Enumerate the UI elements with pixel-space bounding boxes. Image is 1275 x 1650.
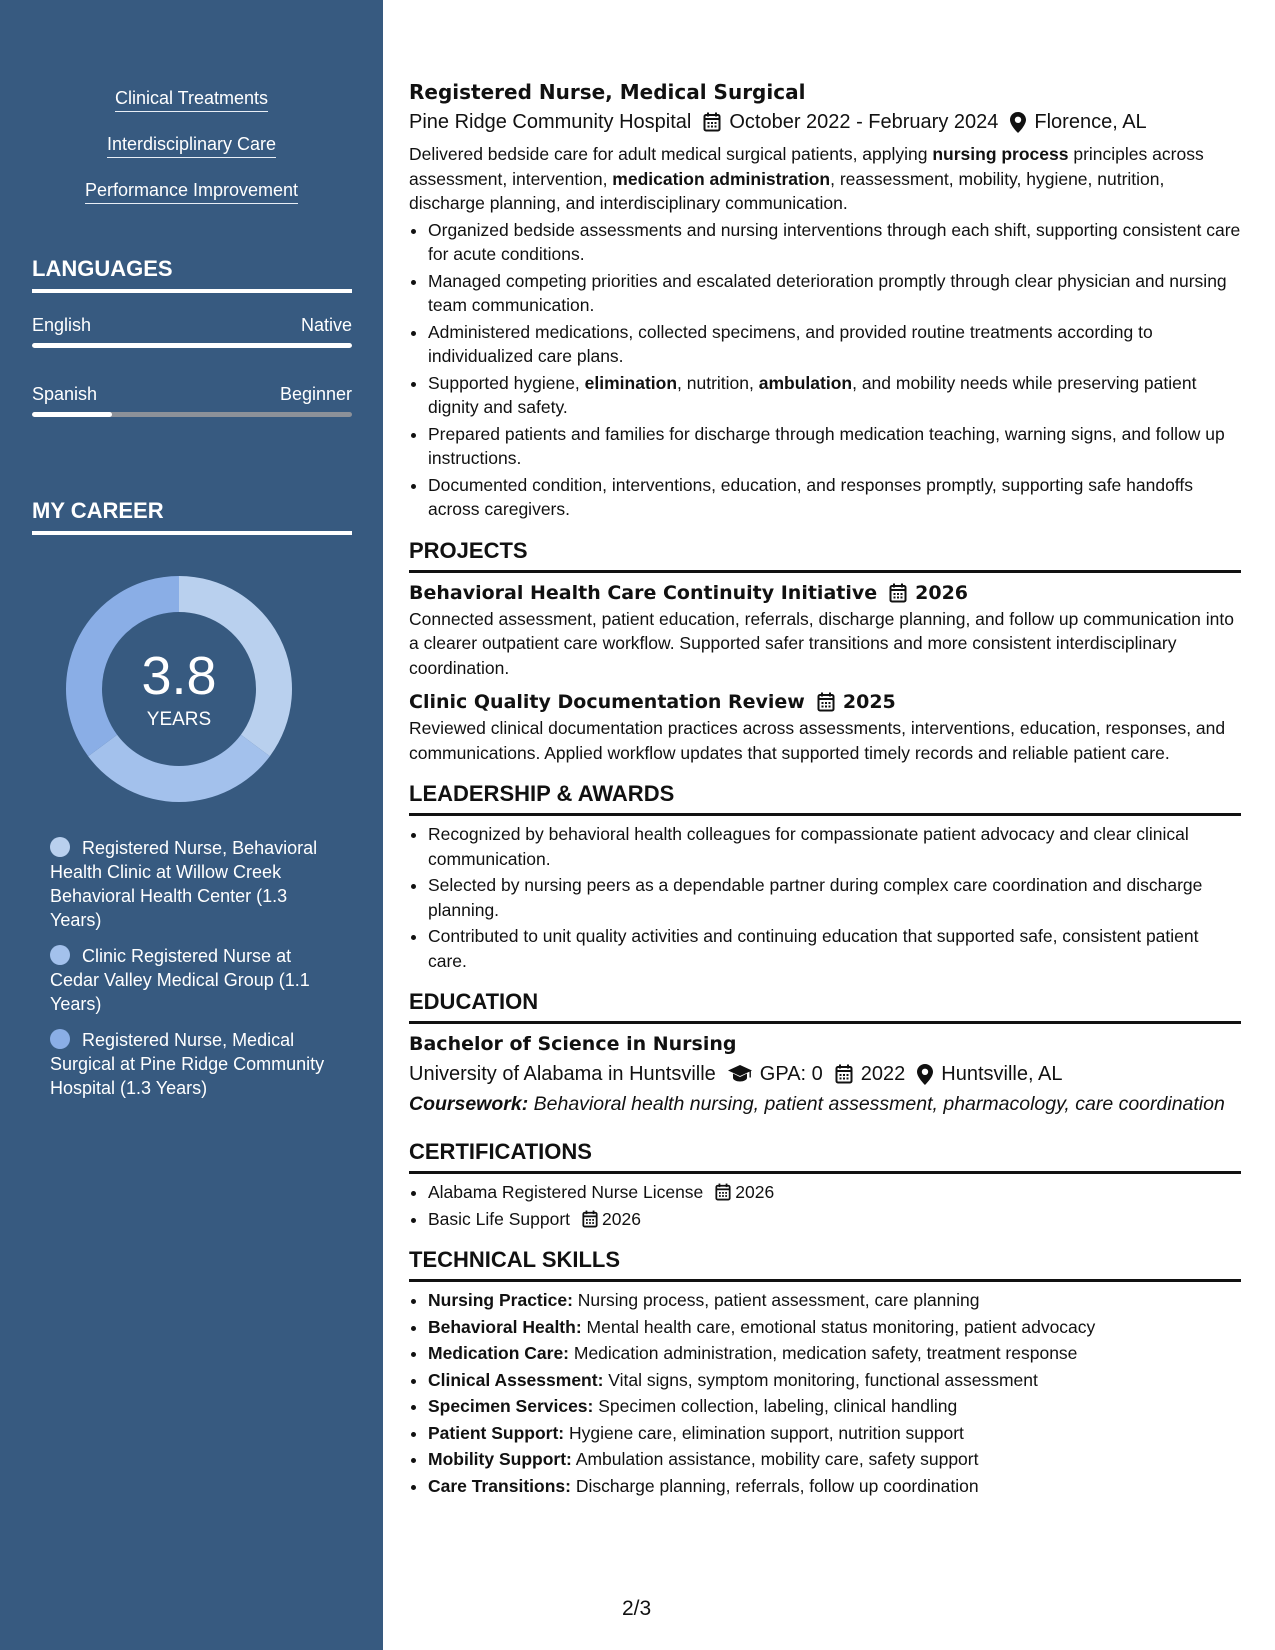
technical-skill-item <box>428 1288 1241 1313</box>
technical-skill-item <box>428 1368 1241 1393</box>
skill-value: Nursing process, patient assessment, care planning <box>577 1290 980 1310</box>
summary-keyword: medication administration <box>612 168 831 189</box>
career-donut-segment-2 <box>88 735 270 802</box>
skill-value: Discharge planning, referrals, follow up coordination <box>575 1475 979 1496</box>
bullet-text: , nutrition, <box>677 372 759 393</box>
language-bar-spanish <box>32 412 352 417</box>
project-item <box>409 579 1241 681</box>
project-year: 2026 <box>915 581 969 604</box>
skill-label: Clinical Assessment: <box>428 1369 604 1390</box>
skill-label: Patient Support: <box>428 1422 565 1443</box>
skill-value: Ambulation assistance, mobility care, safety support <box>575 1449 979 1469</box>
graduation-year: 2022 <box>860 1063 906 1085</box>
skill-link-clinical-treatments[interactable]: Clinical Treatments <box>115 86 268 112</box>
career-list <box>50 836 330 1112</box>
skill-link-interdisciplinary-care[interactable]: Interdisciplinary Care <box>107 132 276 158</box>
languages-heading: LANGUAGES <box>32 254 352 293</box>
calendar-icon <box>835 1064 853 1084</box>
calendar-icon <box>703 112 721 132</box>
career-heading: MY CAREER <box>32 496 352 535</box>
skill-label: Medication Care: <box>428 1343 569 1363</box>
skill-label: Specimen Services: <box>428 1396 594 1416</box>
language-row-english <box>32 313 352 337</box>
career-donut-chart <box>64 574 294 804</box>
language-name: English <box>32 315 92 335</box>
language-bar-english <box>32 343 352 348</box>
technical-skills-heading: TECHNICAL SKILLS <box>409 1245 1241 1282</box>
job-summary <box>409 142 1241 216</box>
summary-keyword: nursing process <box>932 144 1069 164</box>
summary-text: principles across assessment, intervention, <box>409 144 1204 189</box>
job-bullet: • Documented condition, interventions, education, and responses promptly, supporting safe handoffs across caregivers. <box>428 473 1241 522</box>
career-dot <box>50 945 70 965</box>
language-level: Native <box>300 315 352 335</box>
school-location: Huntsville, AL <box>941 1063 1063 1085</box>
career-total-unit: YEARS <box>146 709 212 730</box>
page-number: 2/3 <box>622 1597 652 1620</box>
project-title: Clinic Quality Documentation Review <box>409 691 805 713</box>
certification-name: • Alabama Registered Nurse License <box>428 1182 704 1202</box>
main-content <box>409 78 1241 1498</box>
career-item-label: Registered Nurse, Behavioral Health Clinic at Willow Creek Behavioral Health Center (1.3 Years) <box>50 838 318 930</box>
project-title: Behavioral Health Care Continuity Initiative <box>409 581 878 604</box>
leadership-bullets <box>428 822 1241 973</box>
bullet-keyword: ambulation <box>758 372 853 393</box>
job-bullet <box>428 371 1241 420</box>
career-item-label: Registered Nurse, Medical Surgical at Pine Ridge Community Hospital (1.3 Years) <box>50 1030 325 1098</box>
skill-label: Mobility Support: <box>428 1449 572 1469</box>
school-name: University of Alabama in Huntsville <box>409 1063 716 1085</box>
experience-entry <box>409 78 1241 522</box>
technical-skills-list <box>428 1288 1241 1498</box>
certification-line <box>428 1180 1241 1205</box>
job-dates: October 2022 - February 2024 <box>729 111 999 133</box>
project-item <box>409 688 1241 765</box>
summary-text: , reassessment, mobility, hygiene, nutrition, discharge planning, and interdisciplinary communication. <box>409 168 1165 213</box>
certification-year: 2026 <box>735 1182 775 1202</box>
project-title-row <box>409 688 1241 716</box>
career-item <box>50 1028 330 1100</box>
gpa: GPA: 0 <box>759 1063 823 1085</box>
calendar-icon <box>582 1210 598 1228</box>
employer: Pine Ridge Community Hospital <box>409 111 692 133</box>
job-bullet: • Managed competing priorities and escalated deterioration promptly through clear physician and nursing team communication. <box>428 269 1241 318</box>
coursework-label: Coursework: <box>409 1093 529 1115</box>
skill-value: Specimen collection, labeling, clinical handling <box>598 1396 958 1416</box>
calendar-icon <box>817 692 835 712</box>
job-title: Registered Nurse, Medical Surgical <box>409 80 806 104</box>
skill-value: Vital signs, symptom monitoring, functional assessment <box>608 1369 1038 1390</box>
job-location: Florence, AL <box>1034 111 1147 133</box>
job-meta <box>409 108 1241 136</box>
education-heading: EDUCATION <box>409 987 1241 1024</box>
career-dot <box>50 1029 70 1049</box>
calendar-icon <box>715 1183 731 1201</box>
project-year: 2025 <box>842 691 896 713</box>
bullet-text: , and mobility needs while preserving patient dignity and safety. <box>428 372 1197 417</box>
language-level: Beginner <box>279 384 352 404</box>
leadership-bullet: • Recognized by behavioral health colleagues for compassionate patient advocacy and clear clinical communication. <box>428 822 1241 871</box>
skill-links <box>0 86 383 224</box>
skill-label: Care Transitions: <box>428 1475 571 1496</box>
calendar-icon <box>889 583 907 603</box>
career-total-years: 3.8 <box>141 646 217 706</box>
skill-value: Mental health care, emotional status monitoring, patient advocacy <box>586 1316 1096 1337</box>
certification-name: • Basic Life Support <box>428 1208 571 1229</box>
project-title-row <box>409 579 1241 607</box>
language-bar-fill <box>32 343 352 348</box>
skill-value: Medication administration, medication safety, treatment response <box>573 1343 1078 1363</box>
degree: Bachelor of Science in Nursing <box>409 1033 737 1055</box>
job-bullets <box>428 218 1241 522</box>
technical-skill-item <box>428 1341 1241 1366</box>
certification-item <box>428 1207 1241 1232</box>
career-item <box>50 836 330 932</box>
leadership-heading: LEADERSHIP & AWARDS <box>409 779 1241 816</box>
graduation-cap-icon <box>728 1065 752 1083</box>
projects-heading: PROJECTS <box>409 536 1241 573</box>
certification-year: 2026 <box>602 1208 641 1229</box>
career-item-label: Clinic Registered Nurse at Cedar Valley Medical Group (1.1 Years) <box>50 946 310 1014</box>
project-description: Connected assessment, patient education, referrals, discharge planning, and follow up communication into a clearer outpatient care workflow. Supported safer transitions and more consistent interdisciplinary coordination. <box>409 608 1234 678</box>
skill-label: Behavioral Health: <box>428 1316 582 1337</box>
skill-link-performance-improvement[interactable]: Performance Improvement <box>85 178 298 204</box>
technical-skill-item <box>428 1447 1241 1472</box>
education-meta <box>409 1060 1241 1088</box>
project-description: Reviewed clinical documentation practices across assessments, interventions, education, responses, and communications. Applied workflow updates that supported timely records and reliable patient care. <box>409 718 1226 763</box>
language-bar-fill <box>32 412 112 417</box>
summary-text: Delivered bedside care for adult medical surgical patients, applying <box>409 144 933 164</box>
job-bullet: • Prepared patients and families for discharge through medication teaching, warning signs, and follow up instructions. <box>428 422 1241 471</box>
bullet-text: Supported hygiene, <box>428 372 585 393</box>
technical-skill-item <box>428 1394 1241 1419</box>
bullet-keyword: elimination <box>584 372 678 393</box>
technical-skill-item <box>428 1315 1241 1340</box>
job-bullet: • Administered medications, collected specimens, and provided routine treatments according to individualized care plans. <box>428 320 1241 369</box>
coursework-text: Behavioral health nursing, patient assessment, pharmacology, care coordination <box>533 1093 1225 1115</box>
career-dot <box>50 837 70 857</box>
language-name: Spanish <box>32 384 98 404</box>
technical-skill-item <box>428 1421 1241 1446</box>
leadership-bullet: • Selected by nursing peers as a dependable partner during complex care coordination and discharge planning. <box>428 873 1241 922</box>
coursework <box>409 1092 1241 1117</box>
language-row-spanish <box>32 382 352 406</box>
certifications-list <box>428 1180 1241 1231</box>
certifications-heading: CERTIFICATIONS <box>409 1137 1241 1174</box>
career-item <box>50 944 330 1016</box>
map-pin-icon <box>1010 112 1026 133</box>
skill-label: Nursing Practice: <box>428 1290 573 1310</box>
job-bullet: • Organized bedside assessments and nursing interventions through each shift, supporting consistent care for acute conditions. <box>428 218 1241 267</box>
technical-skill-item <box>428 1474 1241 1499</box>
certification-line <box>428 1207 1241 1232</box>
sidebar <box>0 0 383 1650</box>
map-pin-icon <box>917 1064 933 1085</box>
certification-item <box>428 1180 1241 1205</box>
leadership-bullet: • Contributed to unit quality activities and continuing education that supported safe, consistent patient care. <box>428 924 1241 973</box>
skill-value: Hygiene care, elimination support, nutrition support <box>568 1422 964 1443</box>
